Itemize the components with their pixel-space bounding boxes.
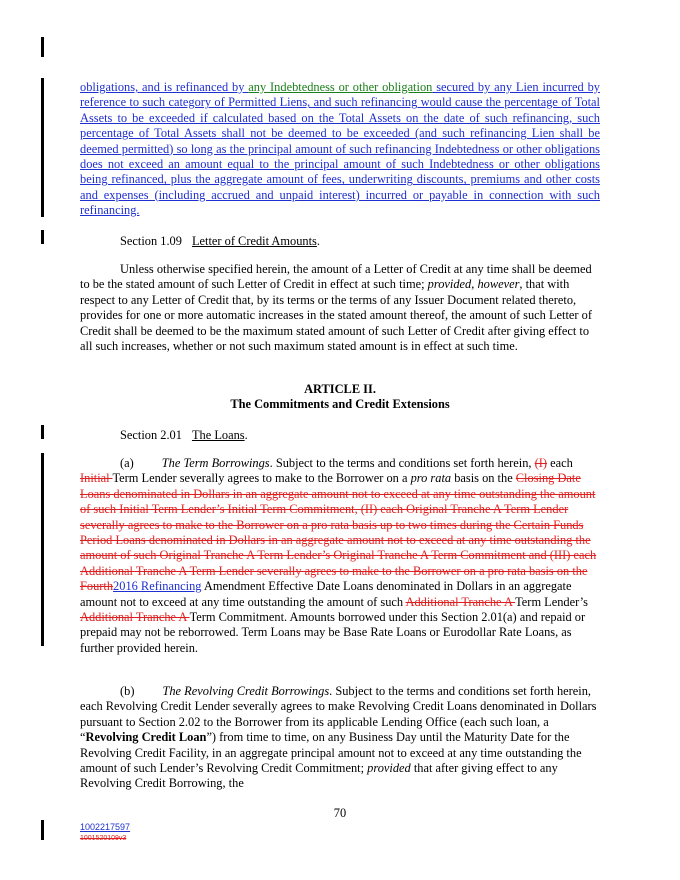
section-number: Section 2.01	[120, 428, 182, 442]
change-bar	[41, 37, 44, 57]
deleted-text: (I)	[534, 456, 547, 470]
continuation-paragraph	[80, 80, 600, 219]
section-heading-2-01: Section 2.01 The Loans.	[120, 428, 248, 442]
section-title: The Loans	[191, 428, 245, 442]
inserted-text: secured by any Lien incurred by reference to such category of Permitted Liens, and such refinancing would cause the percentage of Total Assets to be exceeded if calculated based on the Total Assets on the date of such refinancing, such percentage of Total Assets shall not be deemed to be exceeded (and such refinancing Lien shall be deemed permitted) so long as the principal amount of such refinancing Indebtedness or other obligations does not exceed an amount equal to the principal amount of such Indebtedness or other obligations being refinanced, plus the aggregate amount of fees, underwriting discounts, premiums and other costs and expenses (including accrued and unpaid interest) incurred or payable in connection with such refinancing.	[80, 80, 600, 218]
article-number: ARTICLE II.	[304, 382, 376, 396]
clause-heading: The Revolving Credit Borrowings	[162, 684, 330, 698]
section-body-1-09: Unless otherwise specified herein, the amount of a Letter of Credit at any time shall be deemed to be the stated amount of such Letter of Credit in effect at such time; provided, however, that with respect to any Letter of Credit that, by its terms or the terms of any Issuer Document related thereto, provides for one or more automatic increases in the stated amount thereof, the amount of such Letter of Credit shall be deemed to be the maximum stated amount of such Letter of Credit after giving effect to all such increases, whether or not such maximum stated amount is in effect at such time.	[80, 262, 592, 354]
document-id-old: 1001520109v3	[80, 835, 127, 842]
clause-label: (a)	[120, 456, 134, 470]
moved-text: any Indebtedness or other obligation	[248, 80, 433, 94]
deleted-text: Additional Tranche A	[405, 594, 516, 609]
section-heading-1-09: Section 1.09 Letter of Credit Amounts.	[120, 234, 320, 248]
inserted-text: 2016 Refinancing	[113, 579, 202, 594]
document-id: 1002217597	[80, 822, 131, 832]
change-bar	[41, 425, 44, 439]
article-heading	[80, 382, 600, 413]
change-bar	[41, 453, 44, 646]
change-bar	[41, 78, 44, 217]
section-number: Section 1.09	[120, 234, 182, 248]
page-number: 70	[333, 806, 347, 820]
section-title: Letter of Credit Amounts	[191, 234, 317, 248]
deleted-text: Initial	[80, 471, 113, 486]
deleted-text: Additional Tranche A	[80, 610, 190, 625]
deleted-text: Closing Date Loans denominated in Dollars in an aggregate amount not to exceed at any time outstanding the amount of such Initial Term Lender’s Initial Term Commitment, (II) each Original Tranche A Term Lender severally agrees to make to the Borrower on a pro rata basis up to two times during the Certain Funds Period Loans denominated in Dollars in an aggregate amount not to exceed at any time outstanding the amount of such Original Tranche A Term Lender’s Original Tranche A Term Commitment and (III) each Additional Tranche A Term Lender severally agrees to make to the Borrower on a pro rata basis on the Fourth	[80, 471, 597, 594]
paragraph-term-borrowings: (a) The Term Borrowings. Subject to the terms and conditions set forth herein, (I) each Initial Term Lender severally agrees to make to the Borrower on a pro rata basis on the Closing Date Loans denominated in Dollars in an aggregate amount not to exceed at any time outstanding the amount of such Initial Term Lender’s Initial Term Commitment, (II) each Original Tranche A Term Lender severally agrees to make to the Borrower on a pro rata basis up to two times during the Certain Funds Period Loans denominated in Dollars in an aggregate amount not to exceed at any time outstanding the amount of such Original Tranche A Term Lender’s Original Tranche A Term Commitment and (III) each Additional Tranche A Term Lender severally agrees to make to the Borrower on a pro rata basis on the Fourth2016 Refinancing Amendment Effective Date Loans denominated in Dollars in an aggregate amount not to exceed at any time outstanding the amount of such Additional Tranche A Term Lender’s Additional Tranche A Term Commitment. Amounts borrowed under this Section 2.01(a) and repaid or prepaid may not be reborrowed. Term Loans may be Base Rate Loans or Eurodollar Rate Loans, as further provided herein.	[80, 456, 597, 655]
change-bar	[41, 230, 44, 244]
clause-heading: The Term Borrowings	[161, 456, 270, 470]
clause-label: (b)	[120, 684, 135, 698]
paragraph-revolving-credit: (b) The Revolving Credit Borrowings. Subject to the terms and conditions set forth herein, each Revolving Credit Lender severally agrees to make Revolving Credit Loans denominated in Dollars pursuant to Section 2.02 to the Borrower from its applicable Lending Office (each such loan, a “Revolving Credit Loan”) from time to time, on any Business Day until the Maturity Date for the Revolving Credit Facility, in an aggregate principal amount not to exceed at any time outstanding the amount of such Lender’s Revolving Credit Commitment; provided that after giving effect to any Revolving Credit Borrowing, the	[80, 684, 597, 791]
inserted-text: obligations, and is refinanced by	[80, 80, 249, 94]
change-bar	[41, 820, 44, 840]
article-title: The Commitments and Credit Extensions	[230, 397, 450, 412]
